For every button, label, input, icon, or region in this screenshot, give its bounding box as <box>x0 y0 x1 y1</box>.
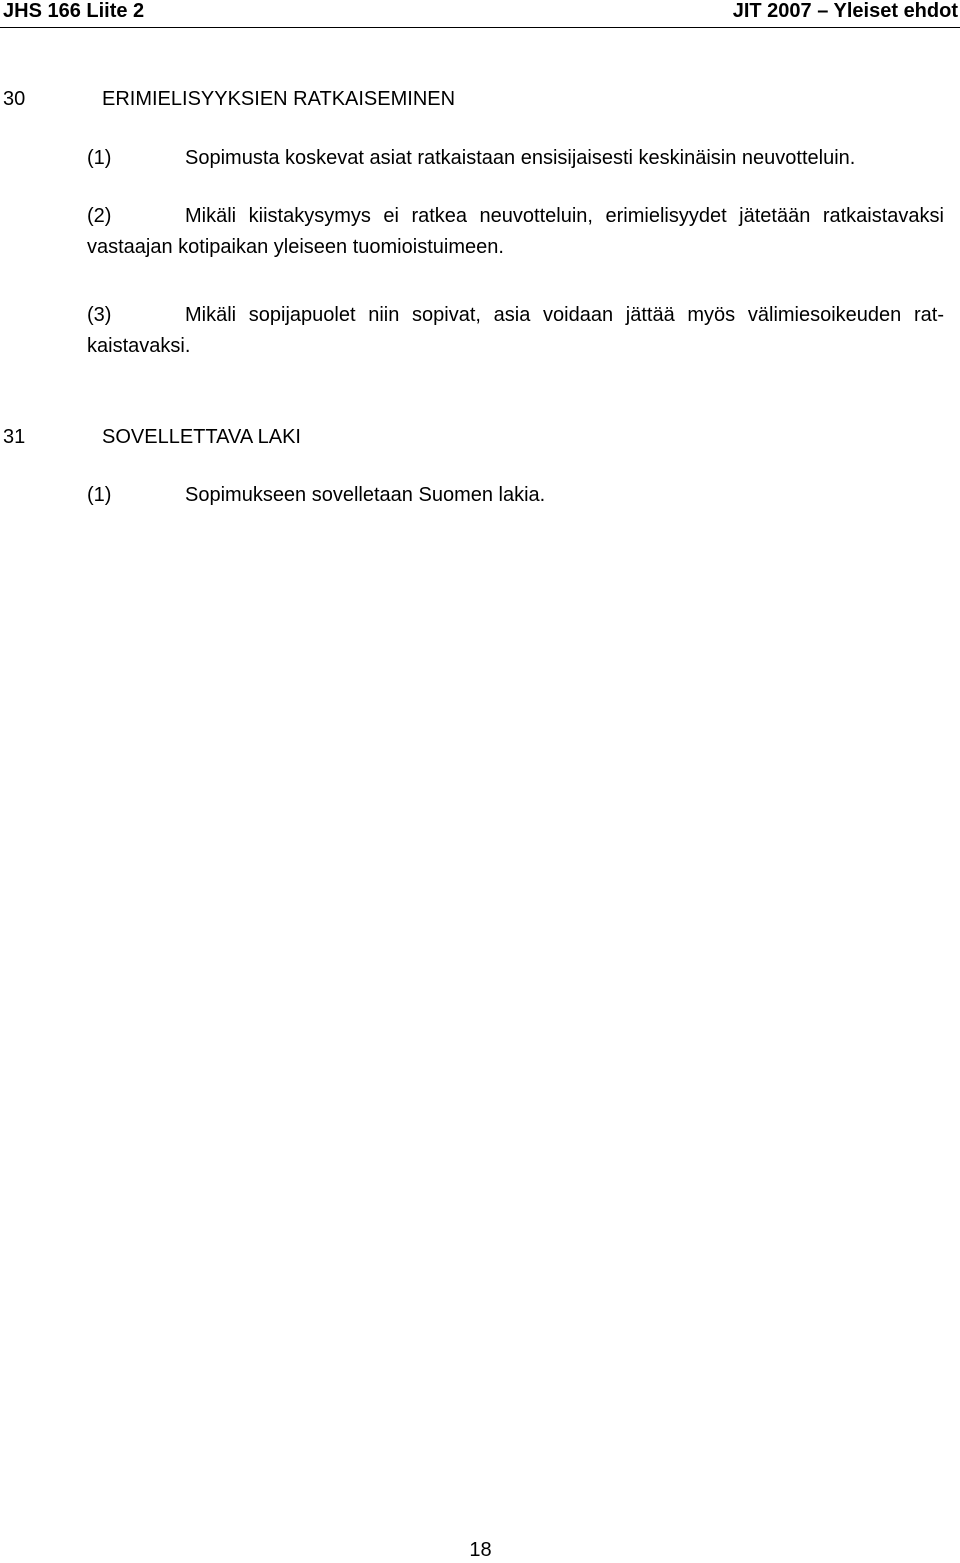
section-title: SOVELLETTAVA LAKI <box>102 426 301 448</box>
paragraph-text: Sopimusta koskevat asiat ratkaistaan ensisijaisesti keskinäisin neuvotteluin. <box>185 147 856 169</box>
paragraph-number: (2) <box>87 205 112 227</box>
header-document-id: JHS 166 Liite 2 <box>3 0 145 22</box>
paragraph-text: Sopimukseen sovelletaan Suomen lakia. <box>185 484 546 506</box>
header-rule <box>0 27 960 28</box>
header-document-title: JIT 2007 – Yleiset ehdot <box>732 0 958 22</box>
paragraph-number: (3) <box>87 304 112 326</box>
paragraph-text: Mikäli kiistakysymys ei ratkea neuvotteluin, erimielisyydet jätetään ratkaistavaksi vastaajan kotipaikan yleiseen tuomioistuimeen. <box>87 205 944 258</box>
section-number: 31 <box>3 426 26 448</box>
paragraph-30-1 <box>87 143 944 174</box>
section-title: ERIMIELISYYKSIEN RATKAISEMINEN <box>102 88 456 110</box>
section-number: 30 <box>3 88 26 110</box>
paragraph-30-3 <box>87 300 944 362</box>
page-number: 18 <box>469 1539 492 1561</box>
paragraph-number: (1) <box>87 484 112 506</box>
paragraph-number: (1) <box>87 147 112 169</box>
paragraph-30-2 <box>87 201 944 263</box>
paragraph-text: Mikäli sopijapuolet niin sopivat, asia voidaan jättää myös välimiesoikeuden ratkaistavaksi. <box>87 304 944 357</box>
paragraph-31-1 <box>87 480 944 511</box>
page-header <box>0 0 960 26</box>
